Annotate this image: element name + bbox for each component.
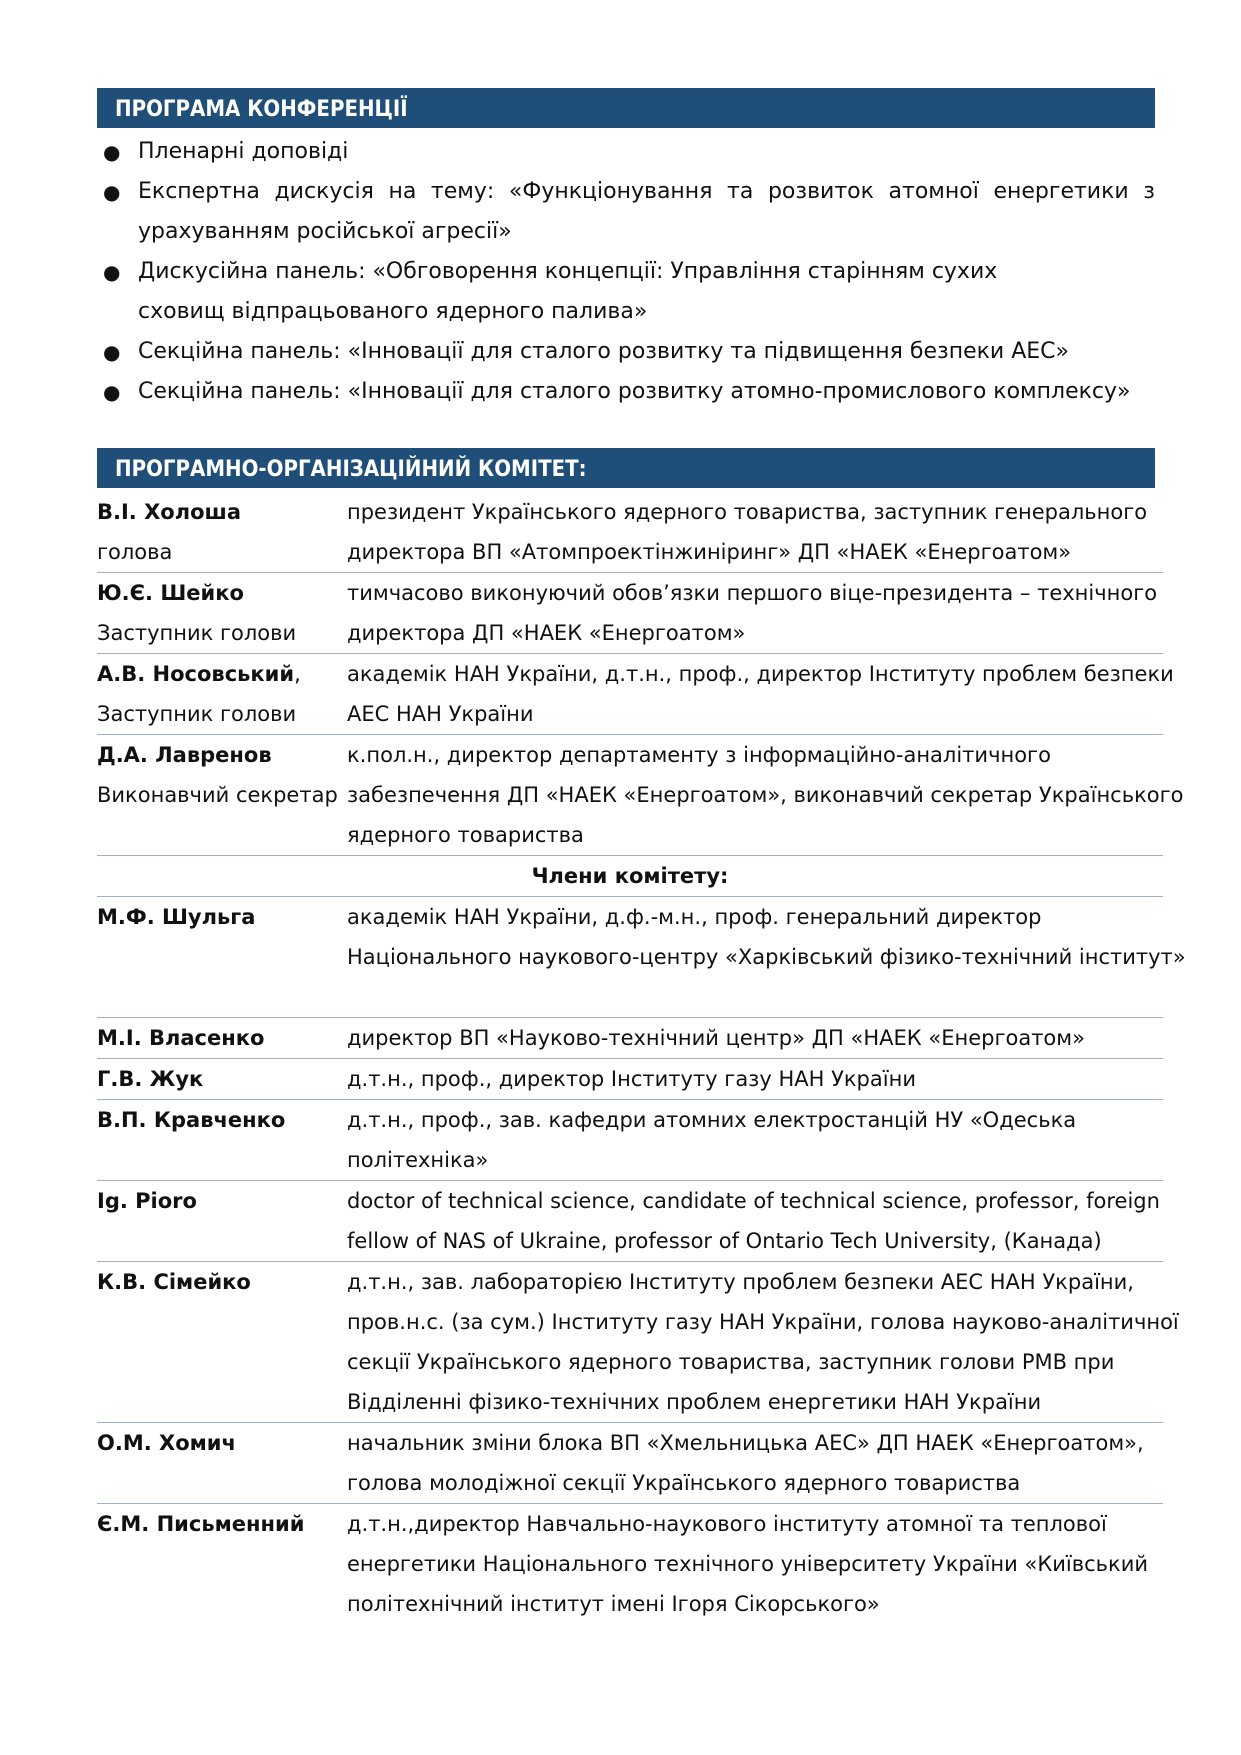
member-name: Г.В. Жук xyxy=(97,1067,204,1091)
member-description: д.т.н., проф., зав. кафедри атомних електростанцій НУ «Одеська політехніка» xyxy=(347,1108,1077,1172)
program-item-text: Секційна панель: «Інновації для сталого розвитку та підвищення безпеки АЕС» xyxy=(138,339,1069,364)
bullet-icon: ● xyxy=(103,140,121,164)
member-description: д.т.н.,директор Навчально-наукового інституту атомної та теплової енергетики Національного технічного університету України «Київський політехнічний інститут імені Ігоря Сікорського» xyxy=(347,1512,1148,1616)
member-name: О.М. Хомич xyxy=(97,1431,236,1455)
member-role: Заступник голови xyxy=(97,702,297,726)
member-name: К.В. Сімейко xyxy=(97,1270,251,1294)
program-item xyxy=(97,172,1155,252)
table-row xyxy=(97,735,1184,856)
program-item-text: Пленарні доповіді xyxy=(138,139,349,164)
table-row xyxy=(97,1504,1163,1624)
section-title: ПРОГРАМНО-ОРГАНІЗАЦІЙНИЙ КОМІТЕТ: xyxy=(115,457,587,482)
member-description: академік НАН України, д.ф.-м.н., проф. генеральний директор Національного наукового-центру «Харківський фізико-технічний інститут» xyxy=(347,905,1186,969)
member-name: А.В. Носовський, xyxy=(97,662,301,686)
members-heading: Члени комітету: xyxy=(97,856,1163,897)
member-description: начальник зміни блока ВП «Хмельницька АЕС» ДП НАЕК «Енергоатом», голова молодіжної секції Українського ядерного товариства xyxy=(347,1431,1144,1495)
program-item-text: Дискусійна панель: «Обговорення концепції: Управління старінням сухих xyxy=(138,259,998,284)
bullet-icon: ● xyxy=(103,180,121,204)
bullet-icon: ● xyxy=(103,260,121,284)
program-item-text: Секційна панель: «Інновації для сталого розвитку атомно-промислового комплексу» xyxy=(138,379,1131,404)
section-title: ПРОГРАМА КОНФЕРЕНЦІЇ xyxy=(115,97,408,122)
member-role: Заступник голови xyxy=(97,621,297,645)
section-header-program xyxy=(97,88,1155,128)
member-role: голова xyxy=(97,540,173,564)
table-row xyxy=(97,1423,1163,1504)
member-name: Д.А. Лавренов xyxy=(97,743,272,767)
program-item-text: урахуванням російської агресії» xyxy=(138,219,512,244)
member-description: к.пол.н., директор департаменту з інформаційно-аналітичного забезпечення ДП «НАЕК «Енергоатом», виконавчий секретар Українського ядерного товариства xyxy=(347,743,1184,847)
program-item xyxy=(97,372,1155,412)
table-row xyxy=(97,654,1174,735)
member-name: Ю.Є. Шейко xyxy=(97,581,244,605)
section-header-committee xyxy=(97,448,1155,488)
member-name: В.І. Холоша xyxy=(97,500,241,524)
table-row xyxy=(97,1100,1163,1181)
table-row xyxy=(97,1262,1179,1423)
program-item-text: Експертна дискусія на тему: «Функціонування та розвиток атомної енергетики з xyxy=(138,179,1155,204)
member-name: М.І. Власенко xyxy=(97,1026,265,1050)
program-item xyxy=(97,252,1155,332)
table-row xyxy=(97,492,1163,573)
program-item xyxy=(97,132,1155,172)
table-row xyxy=(97,897,1186,1018)
table-row xyxy=(97,573,1163,654)
member-description: doctor of technical science, candidate of technical science, professor, foreign fellow of NAS of Ukraine, professor of Ontario Tech University, (Канада) xyxy=(347,1189,1160,1253)
member-name: М.Ф. Шульга xyxy=(97,905,256,929)
member-description: тимчасово виконуючий обов’язки першого віце-президента – технічного директора ДП «НАЕК «Енергоатом» xyxy=(347,581,1158,645)
committee-table xyxy=(97,492,1186,1624)
table-row xyxy=(97,1059,1163,1100)
member-role: Виконавчий секретар xyxy=(97,783,338,807)
member-name: В.П. Кравченко xyxy=(97,1108,286,1132)
member-description: академік НАН України, д.т.н., проф., директор Інституту проблем безпеки АЕС НАН України xyxy=(347,662,1174,726)
member-name: Ig. Pioro xyxy=(97,1189,197,1213)
bullet-icon: ● xyxy=(103,340,121,364)
program-item xyxy=(97,332,1155,372)
program-list xyxy=(97,132,1155,412)
member-description: директор ВП «Науково-технічний центр» ДП «НАЕК «Енергоатом» xyxy=(347,1026,1085,1050)
member-description: президент Українського ядерного товариства, заступник генерального директора ВП «Атомпроектінжиніринг» ДП «НАЕК «Енергоатом» xyxy=(347,500,1148,564)
table-row xyxy=(97,1018,1163,1059)
member-description: д.т.н., проф., директор Інституту газу НАН України xyxy=(347,1067,916,1091)
program-item-text: сховищ відпрацьованого ядерного палива» xyxy=(138,299,648,324)
table-row xyxy=(97,1181,1163,1262)
bullet-icon: ● xyxy=(103,380,121,404)
member-description: д.т.н., зав. лабораторією Інституту проблем безпеки АЕС НАН України, пров.н.с. (за сум.) Інституту газу НАН України, голова науково-аналітичної секції Українського ядерного товариства, заступник голови РМВ при Відділенні фізико-технічних проблем енергетики НАН України xyxy=(347,1270,1179,1414)
member-name: Є.М. Письменний xyxy=(97,1512,305,1536)
